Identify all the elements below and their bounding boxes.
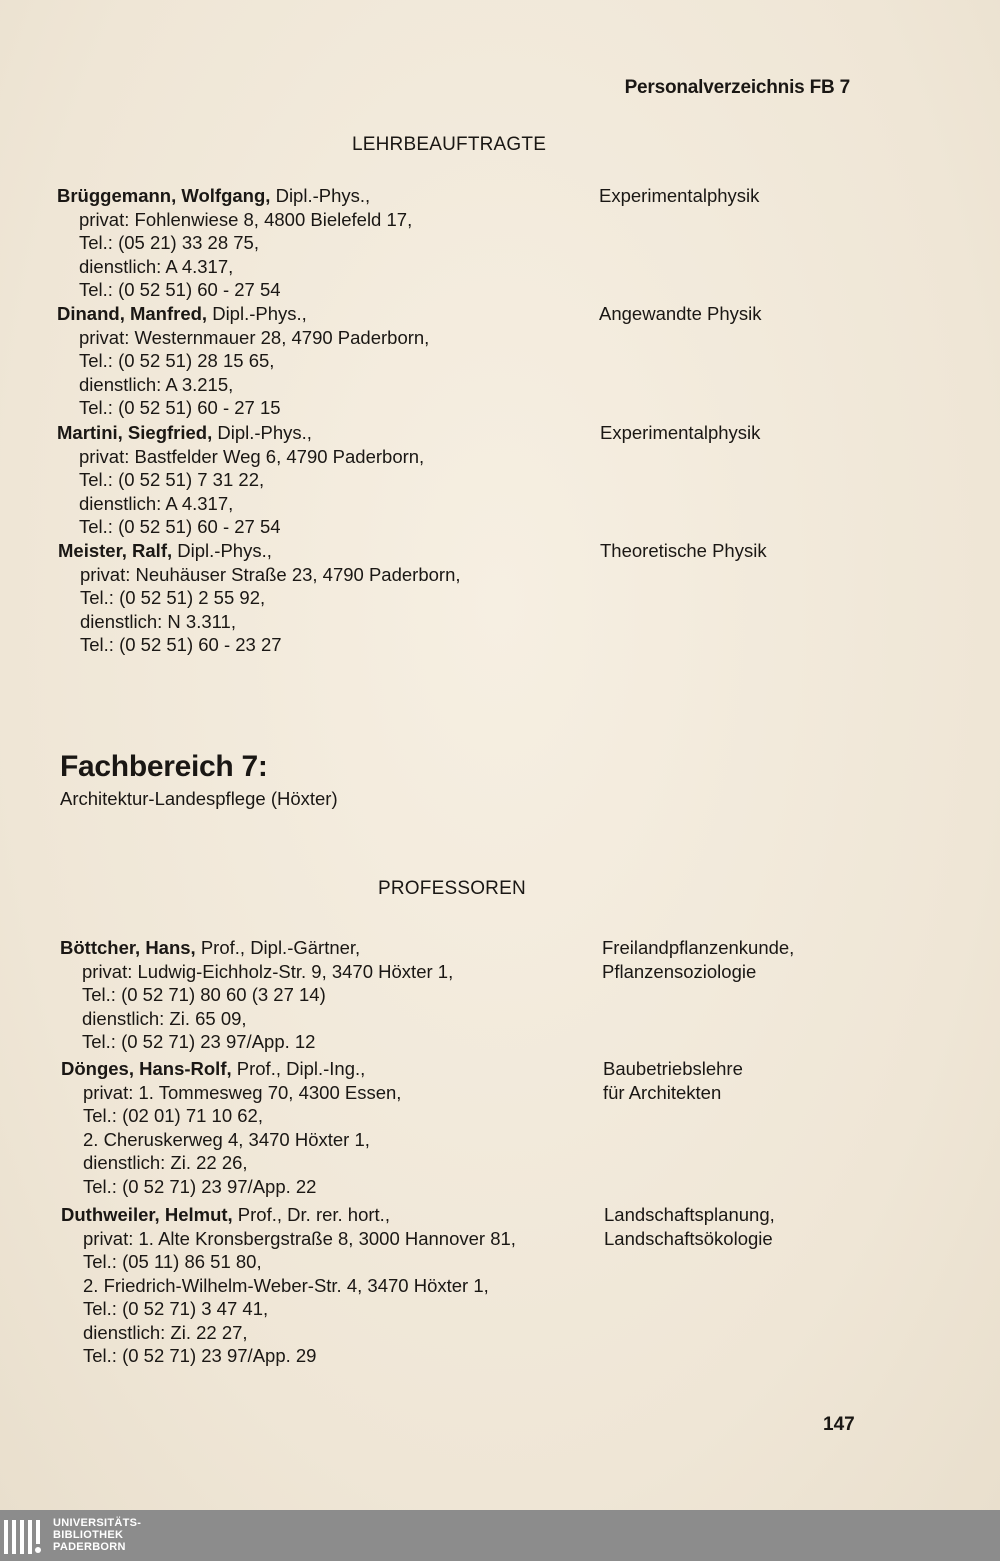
entry-lehrbeauftragte	[58, 539, 461, 657]
entry-detail-line: Tel.: (0 52 51) 60 - 27 54	[79, 516, 281, 537]
entry-detail-line: 2. Cheruskerweg 4, 3470 Höxter 1,	[83, 1128, 370, 1150]
page-header: Personalverzeichnis FB 7	[624, 77, 850, 98]
person-title: Dipl.-Phys.,	[172, 540, 272, 561]
entry-detail-line: dienstlich: N 3.311,	[80, 610, 236, 632]
entry-field	[599, 184, 759, 208]
person-name: Dönges, Hans-Rolf,	[61, 1058, 232, 1079]
entry-detail-line: privat: Fohlenwiese 8, 4800 Bielefeld 17,	[79, 208, 413, 230]
entry-lehrbeauftragte	[57, 302, 429, 420]
entry-detail-line: Tel.: (0 52 71) 80 60 (3 27 14)	[82, 984, 326, 1005]
entry-field	[600, 539, 767, 563]
entry-detail-line: 2. Friedrich-Wilhelm-Weber-Str. 4, 3470 Höxter 1,	[83, 1274, 489, 1296]
entry-field	[603, 1057, 743, 1104]
field-line: Landschaftsplanung,	[604, 1204, 775, 1225]
logo-line: UNIVERSITÄTS-	[53, 1517, 142, 1529]
fachbereich-subtitle: Architektur-Landespflege (Höxter)	[60, 788, 338, 809]
entry-detail-line: Tel.: (02 01) 71 10 62,	[83, 1105, 263, 1126]
entry-detail-line: dienstlich: A 4.317,	[79, 492, 234, 514]
entry-detail-line: privat: Neuhäuser Straße 23, 4790 Paderborn,	[80, 563, 461, 585]
entry-detail-line: Tel.: (0 52 71) 3 47 41,	[83, 1298, 269, 1319]
library-logo-icon	[4, 1518, 46, 1556]
entry-detail-line: Tel.: (0 52 51) 60 - 23 27	[80, 634, 282, 655]
entry-detail-line: dienstlich: Zi. 22 27,	[83, 1321, 248, 1343]
entry-detail-line: Tel.: (0 52 71) 23 97/App. 29	[83, 1345, 317, 1366]
entry-detail-line: Tel.: (0 52 71) 23 97/App. 22	[83, 1175, 317, 1197]
entry-detail-line: Tel.: (0 52 51) 2 55 92,	[80, 587, 266, 608]
entry-detail-line: Tel.: (0 52 51) 60 - 27 15	[79, 397, 281, 418]
entry-detail-line: privat: Ludwig-Eichholz-Str. 9, 3470 Höxter 1,	[82, 960, 454, 982]
entry-detail-line: Tel.: (0 52 71) 23 97/App. 12	[82, 1031, 316, 1052]
fachbereich-title: Fachbereich 7:	[60, 750, 268, 783]
entry-detail-line: Tel.: (0 52 51) 60 - 27 54	[79, 279, 281, 300]
entry-heading	[57, 421, 424, 445]
person-name: Duthweiler, Helmut,	[61, 1204, 233, 1225]
entry-field	[604, 1203, 775, 1250]
field-line: Pflanzensoziologie	[602, 960, 757, 982]
logo-line: PADERBORN	[53, 1541, 126, 1553]
entry-detail-line: privat: Bastfelder Weg 6, 4790 Paderborn,	[79, 445, 425, 467]
person-title: Prof., Dipl.-Ing.,	[231, 1058, 366, 1079]
field-line: für Architekten	[603, 1081, 722, 1103]
entry-heading	[57, 184, 412, 208]
person-title: Prof., Dr. rer. hort.,	[232, 1204, 390, 1225]
entry-professor	[61, 1057, 401, 1198]
entry-detail-line: Tel.: (0 52 51) 28 15 65,	[79, 350, 275, 371]
person-name: Martini, Siegfried,	[57, 422, 213, 443]
library-logo-text	[53, 1517, 141, 1553]
entry-detail-line: dienstlich: Zi. 22 26,	[83, 1152, 248, 1173]
person-name: Brüggemann, Wolfgang,	[57, 185, 271, 206]
field-line: Freilandpflanzenkunde,	[602, 937, 795, 958]
entry-heading	[61, 1057, 401, 1081]
section-title-professoren: PROFESSOREN	[378, 878, 526, 899]
entry-detail-line: privat: 1. Alte Kronsbergstraße 8, 3000 Hannover 81,	[83, 1227, 516, 1249]
logo-line: BIBLIOTHEK	[53, 1529, 124, 1541]
entry-detail-line: dienstlich: Zi. 65 09,	[82, 1007, 247, 1029]
person-title: Dipl.-Phys.,	[207, 303, 307, 324]
page-number: 147	[823, 1414, 855, 1435]
entry-heading	[57, 302, 429, 326]
person-name: Dinand, Manfred,	[57, 303, 208, 324]
entry-detail-line: Tel.: (05 21) 33 28 75,	[79, 232, 259, 253]
entry-detail-line: dienstlich: A 4.317,	[79, 255, 234, 277]
entry-heading	[58, 539, 461, 563]
entry-field	[599, 302, 762, 326]
entry-field	[600, 421, 760, 445]
entry-heading	[61, 1203, 516, 1227]
person-name: Böttcher, Hans,	[60, 937, 196, 958]
person-name: Meister, Ralf,	[58, 540, 173, 561]
entry-detail-line: privat: 1. Tommesweg 70, 4300 Essen,	[83, 1081, 402, 1103]
person-title: Dipl.-Phys.,	[212, 422, 312, 443]
field-line: Theoretische Physik	[600, 540, 767, 561]
section-title-lehrbeauftragte: LEHRBEAUFTRAGTE	[352, 134, 547, 155]
entry-field	[602, 936, 794, 983]
field-line: Baubetriebslehre	[603, 1058, 743, 1079]
entry-detail-line: dienstlich: A 3.215,	[79, 373, 234, 395]
entry-heading	[60, 936, 453, 960]
entry-detail-line: privat: Westernmauer 28, 4790 Paderborn,	[79, 326, 430, 348]
person-title: Prof., Dipl.-Gärtner,	[195, 937, 361, 958]
person-title: Dipl.-Phys.,	[270, 185, 371, 206]
entry-professor	[60, 936, 453, 1054]
field-line: Experimentalphysik	[600, 422, 761, 443]
entry-detail-line: Tel.: (0 52 51) 7 31 22,	[79, 469, 265, 490]
footer-bar	[0, 1510, 1000, 1561]
field-line: Landschaftsökologie	[604, 1227, 773, 1249]
entry-lehrbeauftragte	[57, 421, 424, 539]
field-line: Experimentalphysik	[599, 185, 760, 206]
entry-professor	[61, 1203, 516, 1368]
entry-lehrbeauftragte	[57, 184, 412, 302]
entry-detail-line: Tel.: (05 11) 86 51 80,	[83, 1251, 262, 1272]
field-line: Angewandte Physik	[599, 303, 762, 324]
